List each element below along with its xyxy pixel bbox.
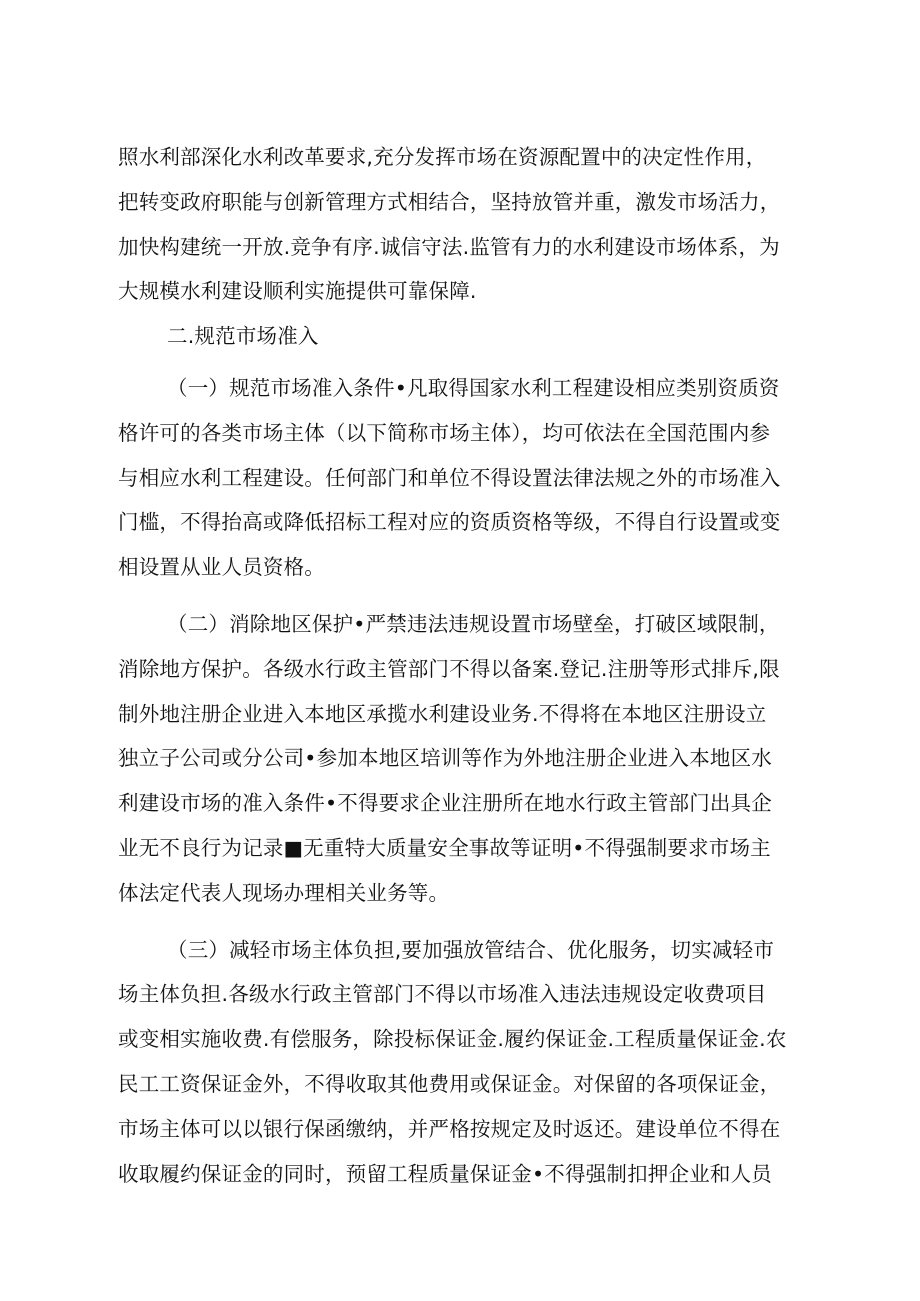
paragraph-item-1 <box>118 366 828 590</box>
section-heading-text: 二.规范市场准入 <box>167 324 319 349</box>
text-line: 照水利部深化水利改革要求,充分发挥市场在资源配置中的决定性作用， <box>118 145 767 169</box>
text-line: （二）消除地区保护•严禁违法违规设置市场壁垒，打破区域限制， <box>167 611 780 636</box>
text-line: 门槛，不得抬高或降低招标工程对应的资质资格等级，不得自行设置或变 <box>118 510 781 535</box>
text-line: 业无不良行为记录■无重特大质量安全事故等证明•不得强制要求市场主 <box>118 835 771 860</box>
section-heading <box>118 314 828 359</box>
text-line: 市场主体可以以银行保函缴纳，并严格按规定及时返还。建设单位不得在 <box>118 1116 781 1141</box>
paragraph-item-3 <box>118 928 828 1197</box>
text-line: 把转变政府职能与创新管理方式相结合，坚持放管并重，激发市场活力， <box>118 189 781 214</box>
text-line: 与相应水利工程建设。任何部门和单位不得设置法律法规之外的市场准入 <box>118 465 781 490</box>
text-line: 制外地注册企业进入本地区承揽水利建设业务.不得将在本地区注册设立 <box>118 701 767 726</box>
text-line: 或变相实施收费.有偿服务，除投标保证金.履约保证金.工程质量保证金.农 <box>118 1027 787 1052</box>
text-line: 利建设市场的准入条件•不得要求企业注册所在地水行政主管部门出具企 <box>118 791 772 816</box>
paragraph-intro-continued <box>118 135 828 314</box>
text-line: 民工工资保证金外，不得收取其他费用或保证金。对保留的各项保证金， <box>118 1071 781 1096</box>
paragraph-item-2 <box>118 602 828 916</box>
text-line: 大规模水利建设顺利实施提供可靠保障. <box>118 279 477 304</box>
text-line: 体法定代表人现场办理相关业务等。 <box>118 880 450 905</box>
text-line: 相设置从业人员资格。 <box>118 555 325 580</box>
text-line: 场主体负担.各级水行政主管部门不得以市场准入违法违规设定收费项目 <box>118 982 767 1007</box>
text-line: 消除地方保护。各级水行政主管部门不得以备案.登记.注册等形式排斥,限 <box>118 656 780 681</box>
text-line: 格许可的各类市场主体（以下简称市场主体），均可依法在全国范围内参 <box>118 420 771 445</box>
text-line: 独立子公司或分公司•参加本地区培训等作为外地注册企业进入本地区水 <box>118 746 772 771</box>
document-body <box>118 135 828 1196</box>
text-line: （三）减轻市场主体负担,要加强放管结合、优化服务，切实减轻市 <box>167 937 775 962</box>
text-line: 收取履约保证金的同时，预留工程质量保证金•不得强制扣押企业和人员 <box>118 1161 772 1186</box>
text-line: 加快构建统一开放.竞争有序.诚信守法.监管有力的水利建设市场体系，为 <box>118 234 780 259</box>
text-line: （一）规范市场准入条件•凡取得国家水利工程建设相应类别资质资 <box>167 375 780 400</box>
